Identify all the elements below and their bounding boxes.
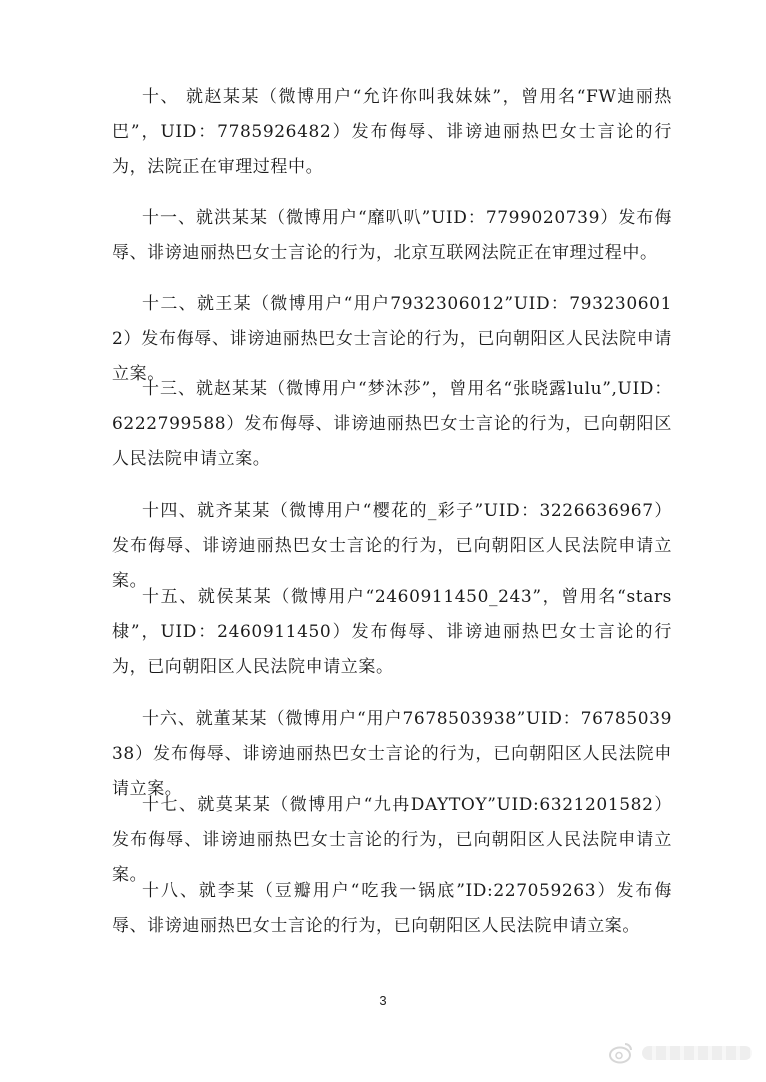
watermark bbox=[608, 1040, 752, 1066]
paragraph-item-13: 十三、就赵某某（微博用户“梦沐莎”，曾用名“张晓露lulu”,UID：6222799588）发布侮辱、诽谤迪丽热巴女士言论的行为，已向朝阳区人民法院申请立案。 bbox=[112, 379, 672, 469]
paragraph-item-16: 十六、就董某某（微博用户“用户7678503938”UID：7678503938）发布侮辱、诽谤迪丽热巴女士言论的行为，已向朝阳区人民法院申请立案。 bbox=[112, 709, 672, 799]
paragraph-item-17: 十七、就莫某某（微博用户“九冉DAYTOY”UID:6321201582）发布侮辱、诽谤迪丽热巴女士言论的行为，已向朝阳区人民法院申请立案。 bbox=[112, 795, 672, 885]
watermark-text-blur bbox=[642, 1046, 752, 1060]
paragraph-item-18: 十八、就李某（豆瓣用户“吃我一锅底”ID:227059263）发布侮辱、诽谤迪丽热巴女士言论的行为，已向朝阳区人民法院申请立案。 bbox=[112, 881, 672, 936]
paragraph-item-15: 十五、就侯某某（微博用户“2460911450_243”，曾用名“stars棣”，UID：2460911450）发布侮辱、诽谤迪丽热巴女士言论的行为，已向朝阳区人民法院申请立案。 bbox=[112, 587, 672, 677]
paragraph-item-12: 十二、就王某（微博用户“用户7932306012”UID：7932306012）发布侮辱、诽谤迪丽热巴女士言论的行为，已向朝阳区人民法院申请立案。 bbox=[112, 294, 672, 384]
paragraph-item-14: 十四、就齐某某（微博用户“樱花的_彩子”UID：3226636967）发布侮辱、诽谤迪丽热巴女士言论的行为，已向朝阳区人民法院申请立案。 bbox=[112, 501, 672, 591]
paragraph-item-11: 十一、就洪某某（微博用户“靡叭叭”UID：7799020739）发布侮辱、诽谤迪丽热巴女士言论的行为，北京互联网法院正在审理过程中。 bbox=[112, 208, 672, 263]
paragraph-item-10: 十、 就赵某某（微博用户“允许你叫我妹妹”，曾用名“FW迪丽热巴”，UID：7785926482）发布侮辱、诽谤迪丽热巴女士言论的行为，法院正在审理过程中。 bbox=[112, 87, 672, 177]
page-number: 3 bbox=[379, 993, 387, 1008]
weibo-logo-icon bbox=[608, 1040, 634, 1066]
